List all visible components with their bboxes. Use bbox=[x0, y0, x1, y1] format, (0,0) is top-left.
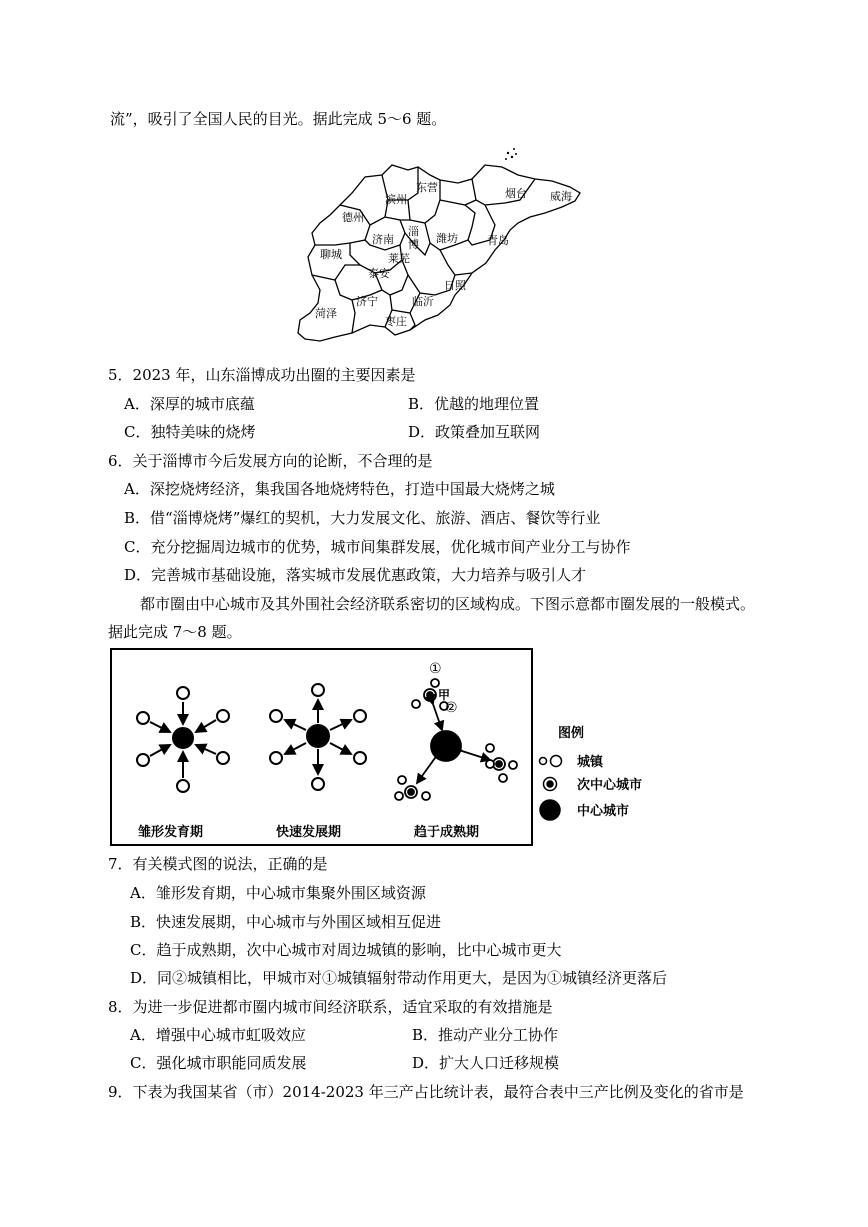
q5-option-b[interactable]: B．优越的地理位置 bbox=[408, 395, 540, 413]
legend-center-icon bbox=[540, 800, 560, 820]
legend-town-small-icon bbox=[540, 758, 547, 765]
q9-stem: 9．下表为我国某省（市）2014-2023 年三产占比统计表，最符合表中三产比例及变化的省市是 bbox=[108, 1083, 744, 1101]
legend-town-icon bbox=[551, 756, 562, 767]
map-label-liaocheng: 聊城 bbox=[320, 248, 342, 261]
stage1-label: 雏形发育期 bbox=[138, 825, 204, 840]
map-label-dezhou: 德州 bbox=[342, 211, 364, 224]
stage2-label: 快速发展期 bbox=[276, 825, 342, 840]
q6-option-b[interactable]: B．借“淄博烧烤”爆红的契机，大力发展文化、旅游、酒店、餐饮等行业 bbox=[124, 509, 601, 527]
stage3-label: 趋于成熟期 bbox=[414, 825, 480, 840]
map-label-rizhao: 日照 bbox=[444, 279, 466, 292]
map-label-dongying: 东营 bbox=[416, 181, 438, 194]
intro-tail: 流”，吸引了全国人民的目光。据此完成 5～6 题。 bbox=[110, 110, 447, 128]
q8-option-b[interactable]: B．推动产业分工协作 bbox=[412, 1026, 559, 1044]
map-label-weifang: 潍坊 bbox=[436, 232, 458, 245]
stage2-diagram bbox=[270, 684, 366, 790]
q8-option-c[interactable]: C．强化城市职能同质发展 bbox=[130, 1054, 307, 1072]
q7-option-d[interactable]: D．同②城镇相比，甲城市对①城镇辐射带动作用更大，是因为①城镇经济更落后 bbox=[130, 969, 668, 987]
label-jia: 甲 bbox=[438, 688, 451, 702]
shandong-map bbox=[290, 145, 590, 345]
q5-option-d[interactable]: D．政策叠加互联网 bbox=[408, 423, 541, 441]
mark-2: ② bbox=[445, 700, 458, 716]
map-label-taian: 泰安 bbox=[368, 267, 390, 280]
q7-stem: 7．有关模式图的说法，正确的是 bbox=[108, 855, 328, 873]
q5-stem: 5．2023 年，山东淄博成功出圈的主要因素是 bbox=[108, 366, 416, 384]
map-label-zibo-1: 淄 bbox=[408, 225, 419, 238]
map-label-jinan: 济南 bbox=[372, 233, 394, 246]
q7-option-a[interactable]: A．雏形发育期，中心城市集聚外围区域资源 bbox=[130, 884, 426, 902]
q6-option-c[interactable]: C．充分挖掘周边城市的优势，城市间集群发展，优化城市间产业分工与协作 bbox=[124, 538, 631, 556]
intro-78-line2: 据此完成 7～8 题。 bbox=[108, 623, 242, 641]
stage3-diagram bbox=[395, 679, 517, 800]
q6-option-d[interactable]: D．完善城市基础设施，落实城市发展优惠政策，大力培养与吸引人才 bbox=[124, 566, 587, 584]
q6-option-a[interactable]: A．深挖烧烤经济，集我国各地烧烤特色，打造中国最大烧烤之城 bbox=[124, 480, 555, 498]
legend-center-label: 中心城市 bbox=[577, 804, 630, 819]
q6-stem: 6．关于淄博市今后发展方向的论断，不合理的是 bbox=[108, 452, 433, 470]
mark-1: ① bbox=[429, 661, 442, 677]
map-label-yantai: 烟台 bbox=[505, 187, 527, 200]
map-label-weihai: 威海 bbox=[550, 190, 572, 203]
map-label-binzhou: 滨州 bbox=[385, 193, 407, 206]
q5-option-a[interactable]: A．深厚的城市底蕴 bbox=[124, 395, 255, 413]
q8-stem: 8．为进一步促进都市圈内城市间经济联系，适宜采取的有效措施是 bbox=[108, 998, 553, 1016]
map-label-laiwu: 莱芜 bbox=[388, 252, 410, 265]
legend-town-label: 城镇 bbox=[577, 755, 604, 770]
map-label-heze: 菏泽 bbox=[315, 307, 337, 320]
q5-option-c[interactable]: C．独特美味的烧烤 bbox=[124, 423, 256, 441]
legend-sub-label: 次中心城市 bbox=[577, 778, 643, 793]
q7-option-c[interactable]: C．趋于成熟期，次中心城市对周边城镇的影响，比中心城市更大 bbox=[130, 941, 562, 959]
metropolitan-model-figure bbox=[110, 648, 755, 848]
legend-title: 图例 bbox=[558, 726, 585, 741]
q7-option-b[interactable]: B．快速发展期，中心城市与外围区域相互促进 bbox=[130, 913, 442, 931]
map-label-zaozhuang: 枣庄 bbox=[385, 315, 407, 328]
map-label-jining: 济宁 bbox=[356, 295, 378, 308]
q8-option-d[interactable]: D．扩大人口迁移规模 bbox=[412, 1054, 560, 1072]
q8-option-a[interactable]: A．增强中心城市虹吸效应 bbox=[130, 1026, 306, 1044]
map-label-qingdao: 青岛 bbox=[487, 234, 509, 247]
map-label-linyi: 临沂 bbox=[412, 295, 434, 308]
intro-78-line1: 都市圈由中心城市及其外围社会经济联系密切的区域构成。下图示意都市圈发展的一般模式。 bbox=[140, 595, 756, 613]
stage1-diagram bbox=[137, 687, 229, 792]
map-label-zibo-2: 博 bbox=[408, 238, 419, 251]
